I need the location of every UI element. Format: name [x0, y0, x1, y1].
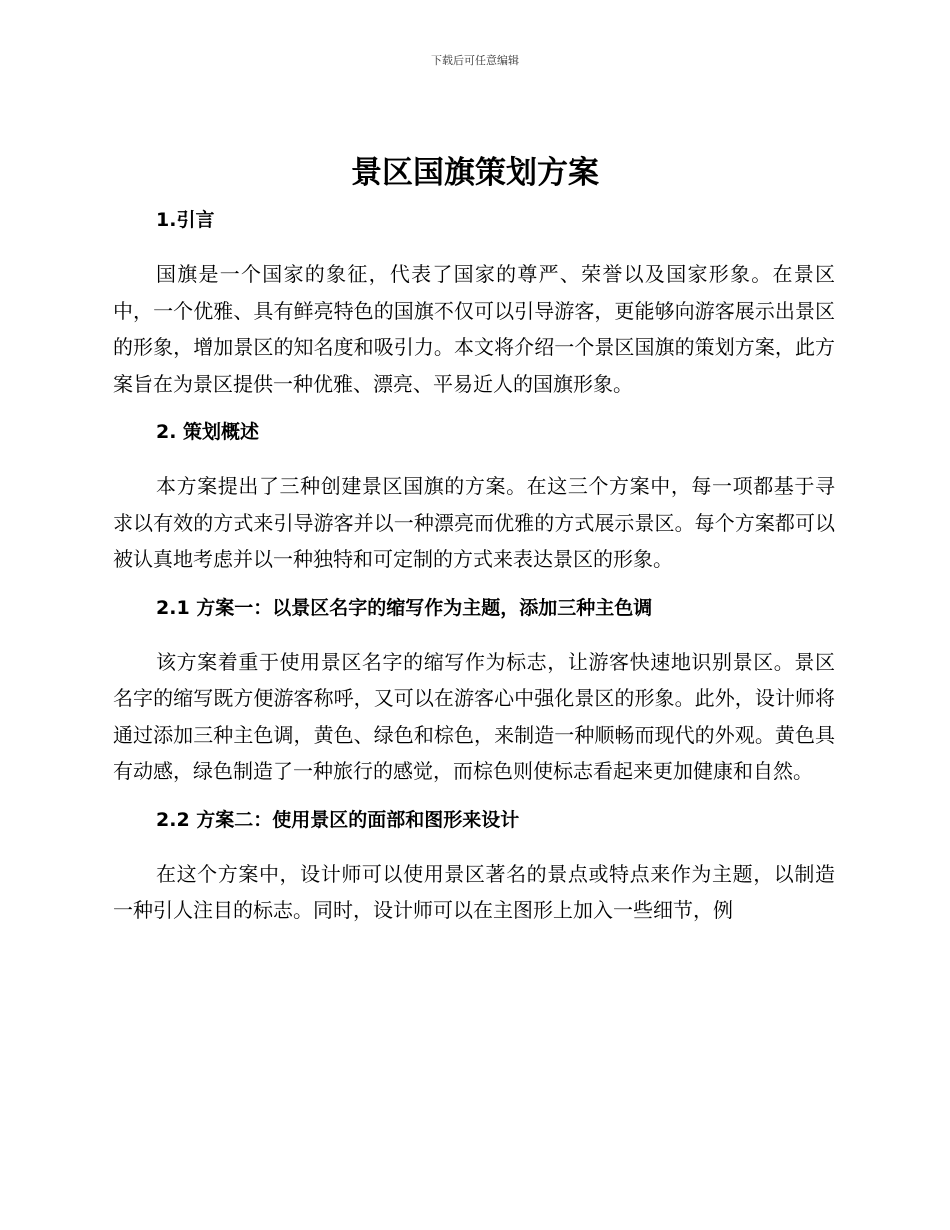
document-title: 景区国旗策划方案 — [351, 155, 599, 191]
section-paragraph-overview: 本方案提出了三种创建景区国旗的方案。在这三个方案中，每一项都基于寻求以有效的方式来引导游客并以一种漂亮而优雅的方式展示景区。每个方案都可以被认真地考虑并以一种独特和可定制的方式来表达景区的形象。 — [113, 474, 835, 571]
section-heading-introduction: 1.引言 — [156, 209, 215, 231]
section-heading-overview: 2. 策划概述 — [156, 421, 260, 443]
page-header-note: 下载后可任意编辑 — [431, 54, 519, 67]
section-heading-plan-one: 2.1 方案一：以景区名字的缩写作为主题，添加三种主色调 — [156, 596, 653, 619]
document-body — [113, 200, 835, 929]
section-paragraph-introduction: 国旗是一个国家的象征，代表了国家的尊严、荣誉以及国家形象。在景区中，一个优雅、具有鲜亮特色的国旗不仅可以引导游客，更能够向游客展示出景区的形象，增加景区的知名度和吸引力。本文将介绍一个景区国旗的策划方案，此方案旨在为景区提供一种优雅、漂亮、平易近人的国旗形象。 — [113, 262, 835, 396]
section-paragraph-plan-two: 在这个方案中，设计师可以使用景区著名的景点或特点来作为主题，以制造一种引人注目的标志。同时，设计师可以在主图形上加入一些细节，例 — [113, 861, 835, 922]
section-paragraph-plan-one: 该方案着重于使用景区名字的缩写作为标志，让游客快速地识别景区。景区名字的缩写既方便游客称呼，又可以在游客心中强化景区的形象。此外，设计师将通过添加三种主色调，黄色、绿色和棕色，来制造一种顺畅而现代的外观。黄色具有动感，绿色制造了一种旅行的感觉，而棕色则使标志看起来更加健康和自然。 — [113, 649, 835, 783]
section-heading-plan-two: 2.2 方案二：使用景区的面部和图形来设计 — [156, 808, 520, 831]
